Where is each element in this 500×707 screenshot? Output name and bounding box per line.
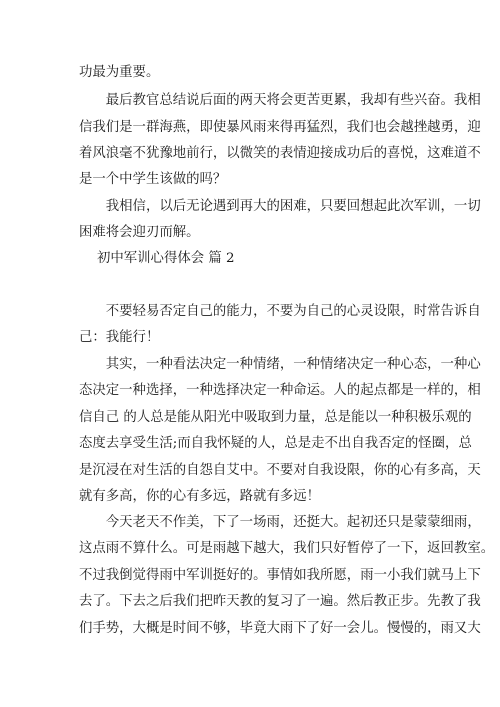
paragraph-line: 不过我倒觉得雨中军训挺好的。事情如我所愿，雨一小我们就马上下 xyxy=(79,568,481,583)
paragraph-line: 们手势，大概是时间不够，毕竟大雨下了好一会儿。慢慢的，雨又大 xyxy=(79,621,481,636)
paragraph-line: 功最为重要。 xyxy=(79,65,160,80)
paragraph-line: 态度去享受生活;而自我怀疑的人，总是走不出自我否定的怪圈，总 xyxy=(79,436,472,451)
paragraph-line: 困难将会迎刃而解。 xyxy=(79,225,200,240)
paragraph-line: 其实，一种看法决定一种情绪，一种情绪决定一种心态，一种心 xyxy=(79,357,481,372)
paragraph-line: 信自己 的人总是能从阳光中吸取到力量，总是能以一种积极乐观的 xyxy=(79,410,472,425)
paragraph-line: 是一个中学生该做的吗？ xyxy=(79,172,227,187)
paragraph-line: 不要轻易否定自己的能力，不要为自己的心灵设限，时常告诉自 xyxy=(79,304,481,319)
paragraph-line: 最后教官总结说后面的两天将会更苦更累，我却有些兴奋。我相 xyxy=(79,93,481,108)
paragraph-line: 态决定一种选择，一种选择决定一种命运。人的起点都是一样的，相 xyxy=(79,383,481,398)
paragraph-line: 今天老天不作美，下了一场雨，还挺大。起初还只是蒙蒙细雨， xyxy=(79,515,481,530)
paragraph-line: 我相信，以后无论遇到再大的困难，只要回想起此次军训，一切 xyxy=(79,199,481,214)
paragraph-line: 着风浪毫不犹豫地前行，以微笑的表情迎接成功后的喜悦，这难道不 xyxy=(79,146,481,161)
paragraph-line: 就有多高，你的心有多远，路就有多远！ xyxy=(79,489,321,504)
section-title: 初中军训心得体会 篇 2 xyxy=(97,251,235,266)
paragraph-line: 这点雨不算什么。可是雨越下越大，我们只好暂停了一下，返回教室。 xyxy=(79,541,495,556)
paragraph-line: 是沉浸在对生活的自怨自艾中。不要对自我设限，你的心有多高，天 xyxy=(79,463,481,478)
paragraph-line: 己：我能行！ xyxy=(79,330,160,345)
paragraph-line: 信我们是一群海燕，即使暴风雨来得再猛烈，我们也会越挫越勇，迎 xyxy=(79,120,481,135)
paragraph-line: 去了。下去之后我们把昨天教的复习了一遍。然后教正步。先教了我 xyxy=(79,594,481,609)
